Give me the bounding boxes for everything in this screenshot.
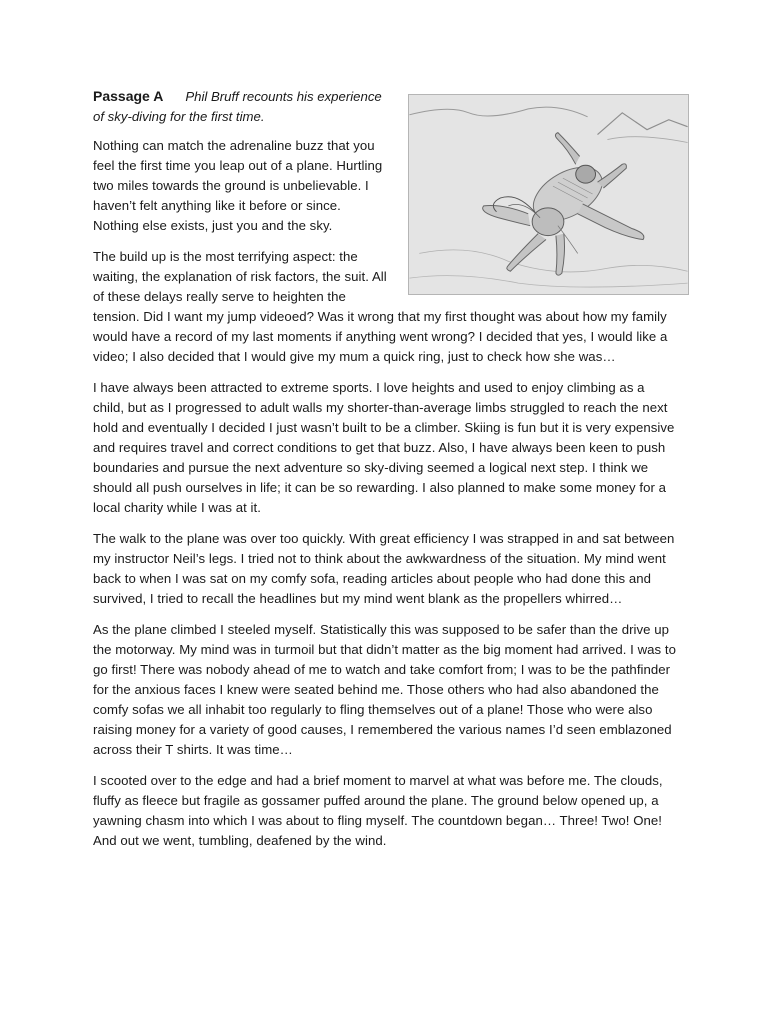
passage-label: Passage A — [93, 88, 164, 104]
paragraph-3: I have always been attracted to extreme sports. I love heights and used to enjoy climbing as a child, but as I progressed to adult walls my shorter-than-average limbs struggled to reach the next hold and eventually I decided I just wasn’t built to be a climber. Skiing is fun but it is very expensive and requires travel and correct conditions to get that buzz. Also, I have always been keen to push boundaries and pursue the next adventure so sky-diving seemed a logical next step. I think we should all push ourselves in life; it can be so rewarding. I also planned to make some money for a local charity while I was at it. — [93, 380, 675, 515]
paragraph-5: As the plane climbed I steeled myself. Statistically this was supposed to be safer than the drive up the motorway. My mind was in turmoil but that didn’t matter as the big moment had arrived. I was to go first! There was nobody ahead of me to watch and take comfort from; I was to be the pathfinder for the anxious faces I knew were seated behind me. Those others who had also abandoned the comfy sofas we all inhabit too regularly to fling themselves out of a plane! Those who were also raising money for a variety of good causes, I remembered the various names I’d seen emblazoned across their T shirts. It was time… — [93, 622, 677, 757]
paragraph-1: Nothing can match the adrenaline buzz that you feel the first time you leap out of a plane. Hurtling two miles towards the ground is unbelievable. I haven’t felt anything like it before or since. Nothing else exists, just you and the sky. — [93, 138, 383, 233]
passage-intro: Phil Bruff recounts his experience of sky-diving for the first time. — [93, 89, 382, 124]
paragraph-6: I scooted over to the edge and had a brief moment to marvel at what was before me. The clouds, fluffy as fleece but fragile as gossamer puffed around the plane. The ground below opened up, a yawning chasm into which I was about to fling myself. The countdown began… Three! Two! One! And out we went, tumbling, deafened by the wind. — [93, 773, 663, 848]
paragraph-4: The walk to the plane was over too quickly. With great efficiency I was strapped in and sat between my instructor Neil’s legs. I tried not to think about the awkwardness of the situation. My mind went back to when I was sat on my comfy sofa, reading articles about people who had done this and survived, I tried to recall the headlines but my mind went blank as the propellers whirred… — [93, 531, 675, 606]
skydiver-sketch-image — [408, 94, 689, 295]
skydiver-sketch-icon — [409, 95, 688, 294]
paragraph-2: The build up is the most terrifying aspect: the waiting, the explanation of risk factors, the suit. All of these delays really serve to heighten the tension. Did I want my jump videoed? Was it wrong that my first thought was about how my family would have a record of my last moments if anything went wrong? I decided that yes, I would like a video; I also decided that I would give my mum a quick ring, just to check how she was… — [93, 249, 668, 364]
